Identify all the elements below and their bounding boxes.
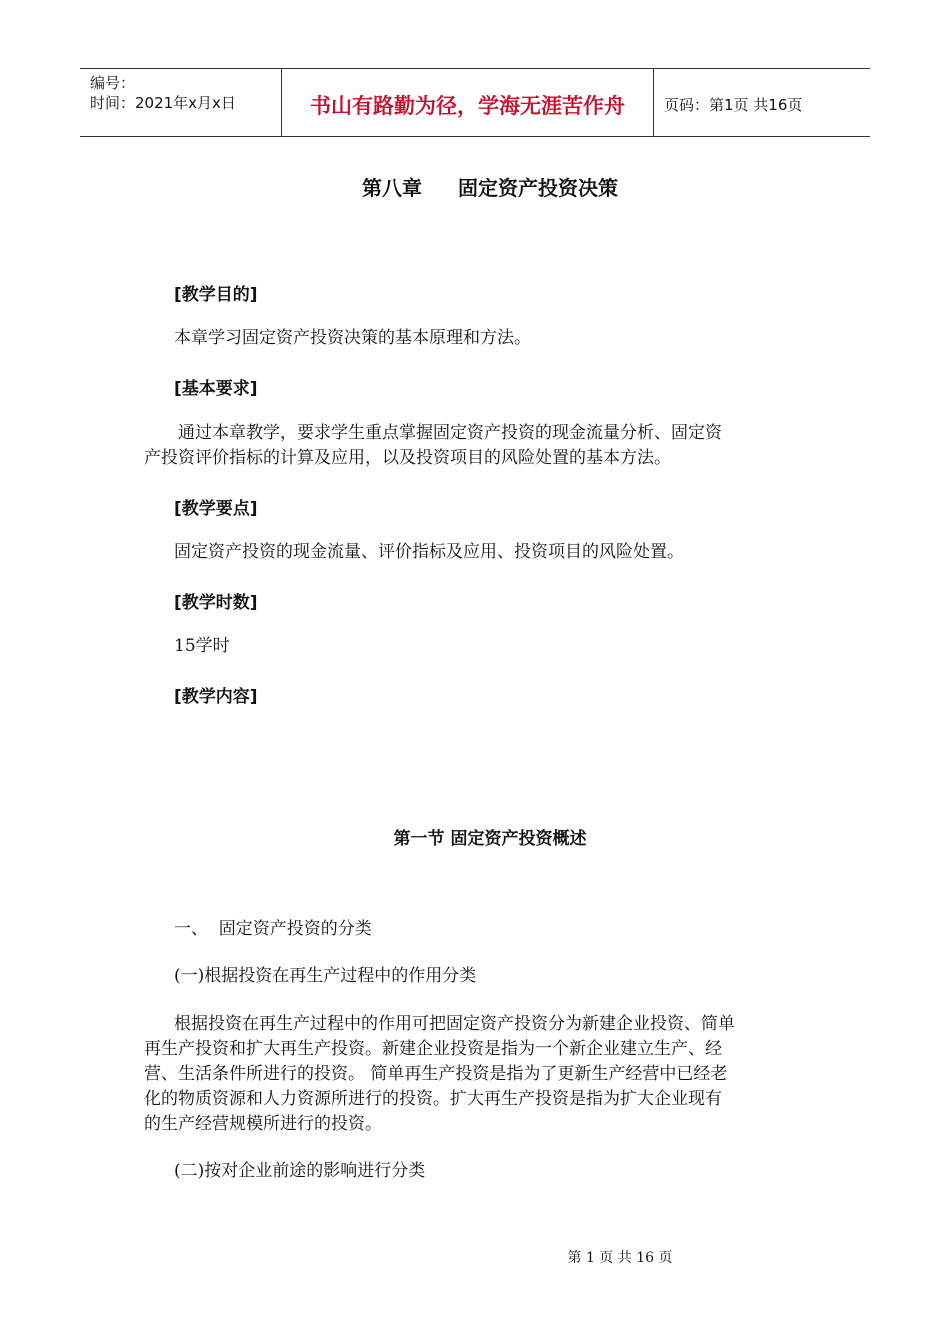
- requirements-line-2: 产投资评价指标的计算及应用，以及投资项目的风险处置的基本方法。: [144, 448, 671, 468]
- keypoints-label: [教学要点]: [174, 499, 258, 519]
- requirements-label: [基本要求]: [174, 379, 258, 399]
- hours-label: [教学时数]: [174, 593, 258, 613]
- header-motto: 书山有路勤为径，学海无涯苦作舟: [282, 69, 654, 136]
- document-date-label: 时间：2021年x月x日: [90, 94, 236, 112]
- body-line-1: 根据投资在再生产过程中的作用可把固定资产投资分为新建企业投资、简单: [174, 1014, 735, 1034]
- requirements-line-1: 通过本章教学，要求学生重点掌握固定资产投资的现金流量分析、固定资: [178, 423, 722, 443]
- chapter-title: [0, 172, 950, 201]
- section-title: 第一节 固定资产投资概述: [393, 829, 587, 849]
- content-label: [教学内容]: [174, 687, 258, 707]
- header-meta-cell: [80, 69, 282, 136]
- body-line-4: 化的物质资源和人力资源所进行的投资。扩大再生产投资是指为扩大企业现有: [144, 1089, 722, 1109]
- hours-text: 15学时: [174, 636, 230, 656]
- chapter-number: 第八章: [362, 176, 422, 200]
- page-footer: 第 1 页 共 16 页: [567, 1250, 673, 1266]
- keypoints-text: 固定资产投资的现金流量、评价指标及应用、投资项目的风险处置。: [174, 542, 684, 562]
- purpose-text: 本章学习固定资产投资决策的基本原理和方法。: [174, 328, 531, 348]
- subsection-1-heading: (一)根据投资在再生产过程中的作用分类: [174, 966, 477, 986]
- document-number-label: 编号：: [90, 74, 136, 92]
- chapter-name: 固定资产投资决策: [458, 176, 618, 200]
- document-header: [80, 68, 870, 137]
- body-line-5: 的生产经营规模所进行的投资。: [144, 1114, 382, 1134]
- subsection-2-heading: (二)按对企业前途的影响进行分类: [174, 1161, 426, 1181]
- body-line-3: 营、生活条件所进行的投资。 简单再生产投资是指为了更新生产经营中已经老: [144, 1064, 728, 1084]
- purpose-label: [教学目的]: [174, 285, 258, 305]
- header-page-info: 页码：第1页 共16页: [664, 96, 803, 114]
- classification-heading: 一、 固定资产投资的分类: [174, 919, 372, 939]
- body-line-2: 再生产投资和扩大再生产投资。新建企业投资是指为一个新企业建立生产、经: [144, 1039, 722, 1059]
